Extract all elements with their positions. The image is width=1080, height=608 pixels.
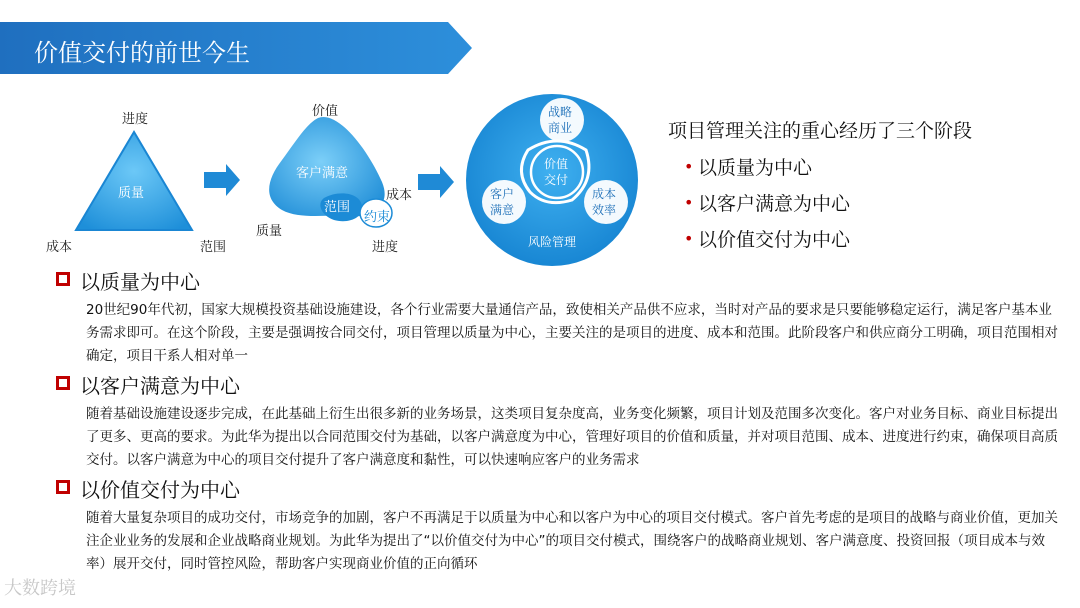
focus-item — [668, 153, 1068, 189]
section-body: 20世纪90年代初，国家大规模投资基础设施建设，各个行业需要大量通信产品，致使相关产品供不应求，当时对产品的要求是只要能够稳定运行，满足客户基本业务需求即可。在这个阶段，主要是强调按合同交付，项目管理以质量为中心，主要关注的是项目的进度、成本和范围。此阶段客户和供应商分工明确，项目范围相对确定，项目干系人相对单一 — [86, 302, 1058, 364]
focus-item — [668, 225, 1068, 261]
arrow-2 — [418, 166, 454, 198]
blob-bottom-label: 进度 — [372, 240, 399, 255]
blob-right-label: 成本 — [386, 188, 413, 203]
triangle-top-label: 进度 — [122, 112, 149, 127]
square-bullet-icon — [56, 376, 70, 390]
bullet-dot: • — [684, 229, 694, 248]
section-body: 随着大量复杂项目的成功交付，市场竞争的加剧，客户不再满足于以质量为中心和以客户为中心的项目交付模式。客户首先考虑的是项目的战略与商业价值，更加关注企业业务的发展和企业战略商业规划。为此华为提出了“以价值交付为中心”的项目交付模式，围绕客户的战略商业规划、客户满意度、投资回报（项目成本与效率）展开交付，同时管控风险，帮助客户实现商业价值的正向循环 — [86, 510, 1058, 572]
triangle-center-label: 质量 — [118, 186, 145, 201]
circle-cost-label: 成本 效率 — [592, 187, 617, 217]
blob-main-label: 客户满意 — [296, 166, 349, 181]
triangle-bottom-right-label: 范围 — [200, 240, 227, 255]
blob-constraint-label: 约束 — [364, 210, 391, 225]
focus-title: 项目管理关注的重心经历了三个阶段 — [668, 120, 973, 142]
section-title: 以客户满意为中心 — [80, 374, 240, 398]
circle-bottom-label: 风险管理 — [528, 235, 577, 249]
blob-top-label: 价值 — [312, 104, 339, 119]
focus-item — [668, 189, 1068, 225]
focus-summary — [668, 116, 1068, 261]
title-banner — [0, 22, 472, 74]
watermark: 大数跨境 — [4, 578, 76, 599]
blob-inner-label: 范围 — [324, 200, 351, 215]
section-body: 随着基础设施建设逐步完成，在此基础上衍生出很多新的业务场景，这类项目复杂度高，业务变化频繁，项目计划及范围多次变化。客户对业务目标、商业目标提出了更多、更高的要求。为此华为提出以合同范围交付为基础，以客户满意度为中心，管理好项目的价值和质量，并对项目范围、成本、进度进行约束，确保项目高质交付。以客户满意为中心的项目交付提升了客户满意度和黏性，可以快速响应客户的业务需求 — [86, 406, 1058, 468]
section-header — [54, 476, 1064, 504]
triangle-bottom-left-label: 成本 — [46, 240, 73, 255]
bullet-dot: • — [684, 157, 694, 176]
circle-center-label: 价值 交付 — [544, 157, 569, 187]
quality-triangle — [76, 132, 192, 230]
stage-sections — [54, 268, 1064, 580]
page-title: 价值交付的前世今生 — [34, 39, 250, 67]
blob-left-label: 质量 — [256, 224, 283, 239]
section-title: 以价值交付为中心 — [80, 478, 240, 502]
focus-item-label: 以质量为中心 — [698, 157, 813, 179]
square-bullet-icon — [56, 272, 70, 286]
circle-customer-label: 客户 满意 — [490, 187, 515, 217]
evolution-diagram — [0, 80, 660, 270]
square-bullet-icon — [56, 480, 70, 494]
bullet-dot: • — [684, 193, 694, 212]
section-header — [54, 268, 1064, 296]
section-title: 以质量为中心 — [80, 270, 200, 294]
arrow-1 — [204, 164, 240, 196]
focus-item-label: 以价值交付为中心 — [698, 229, 851, 251]
circle-strategy-label: 战略 商业 — [548, 105, 573, 135]
focus-item-label: 以客户满意为中心 — [698, 193, 851, 215]
section-header — [54, 372, 1064, 400]
